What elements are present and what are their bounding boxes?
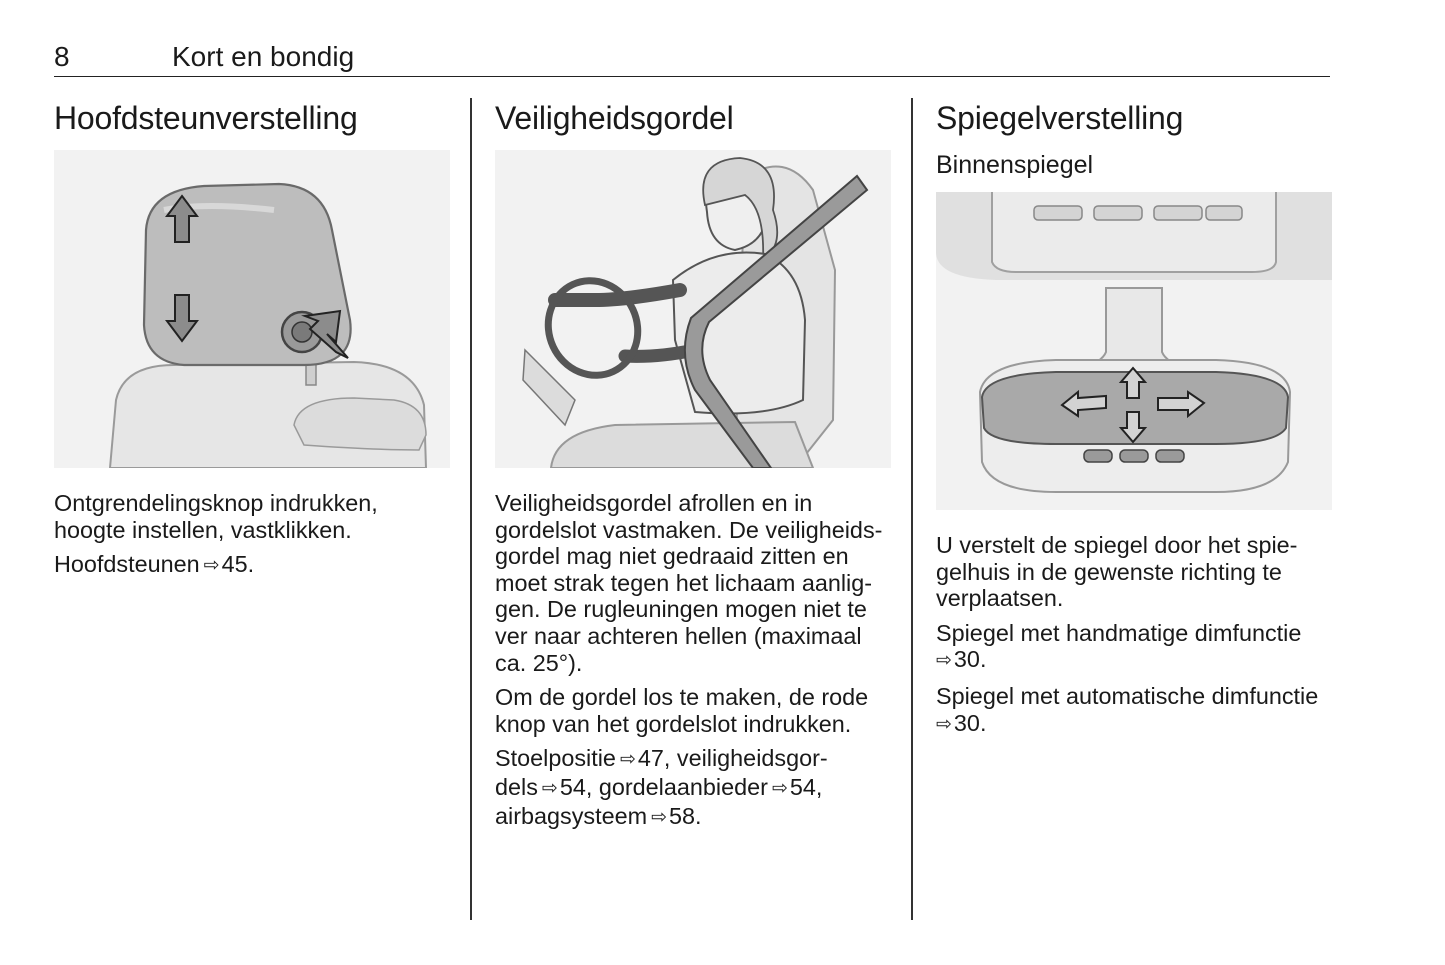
instruction-text: Om de gordel los te maken, de rode knop van het gordelslot indrukken.	[495, 684, 869, 737]
section-seat-belt	[495, 98, 891, 831]
section-mirror	[936, 98, 1332, 738]
page-reference-arrow-icon: ⇨	[541, 777, 558, 799]
headrest-illustration	[54, 150, 450, 468]
page-reference-arrow-icon: ⇨	[203, 555, 220, 577]
reference-text[interactable]: 54, gordelaanbieder	[559, 773, 768, 800]
reference-page[interactable]: 30.	[953, 709, 987, 736]
chapter-title: Kort en bondig	[172, 41, 355, 72]
column-divider	[470, 98, 472, 920]
section-title: Hoofdsteunverstelling	[54, 100, 358, 136]
page-header	[54, 40, 1330, 77]
reference-line	[54, 551, 450, 580]
reference-label[interactable]: Hoofdsteunen	[54, 551, 200, 578]
reference-line	[936, 620, 1332, 675]
page-reference-arrow-icon: ⇨	[619, 749, 636, 771]
instruction-text: Veiligheidsgordel afrollen en in gordelslot vastmaken. De veiligheids- gordel mag niet gedraaid zitten en moet strak tegen het lichaam aanlig- gen. De rugleuningen mogen niet te ver naar achteren hellen (maximaal ca. 25°).	[495, 490, 883, 676]
reference-label[interactable]: Stoelpositie	[495, 745, 616, 772]
reference-list	[495, 745, 891, 831]
instruction-text: Ontgrendelingsknop indrukken, hoogte instellen, vastklikken.	[54, 490, 378, 543]
reference-page[interactable]: 45.	[221, 551, 255, 578]
page-reference-arrow-icon: ⇨	[771, 777, 788, 799]
section-subtitle: Binnenspiegel	[936, 151, 1094, 179]
reference-line	[936, 683, 1332, 738]
section-title: Veiligheidsgordel	[495, 100, 734, 136]
section-headrest	[54, 98, 450, 580]
instruction-text: U verstelt de spiegel door het spie- gelhuis in de gewenste richting te verplaatsen.	[936, 532, 1298, 612]
reference-label[interactable]: Spiegel met automatische dimfunctie	[936, 682, 1319, 709]
section-title: Spiegelverstelling	[936, 100, 1184, 136]
reference-label[interactable]: Spiegel met handmatige dimfunctie	[936, 619, 1302, 646]
page-reference-arrow-icon: ⇨	[651, 806, 668, 828]
page-reference-arrow-icon: ⇨	[936, 713, 952, 735]
reference-page[interactable]: 30.	[953, 646, 987, 673]
interior-mirror-illustration	[936, 192, 1332, 510]
column-divider	[911, 98, 913, 920]
reference-text[interactable]: 47, veiligheidsgor- dels	[495, 745, 828, 800]
seat-belt-illustration	[495, 150, 891, 468]
reference-page[interactable]: 58.	[669, 802, 702, 829]
page-number: 8	[54, 41, 70, 72]
page-reference-arrow-icon: ⇨	[936, 650, 952, 672]
reference-text[interactable]: 54, airbagsysteem	[495, 773, 823, 829]
